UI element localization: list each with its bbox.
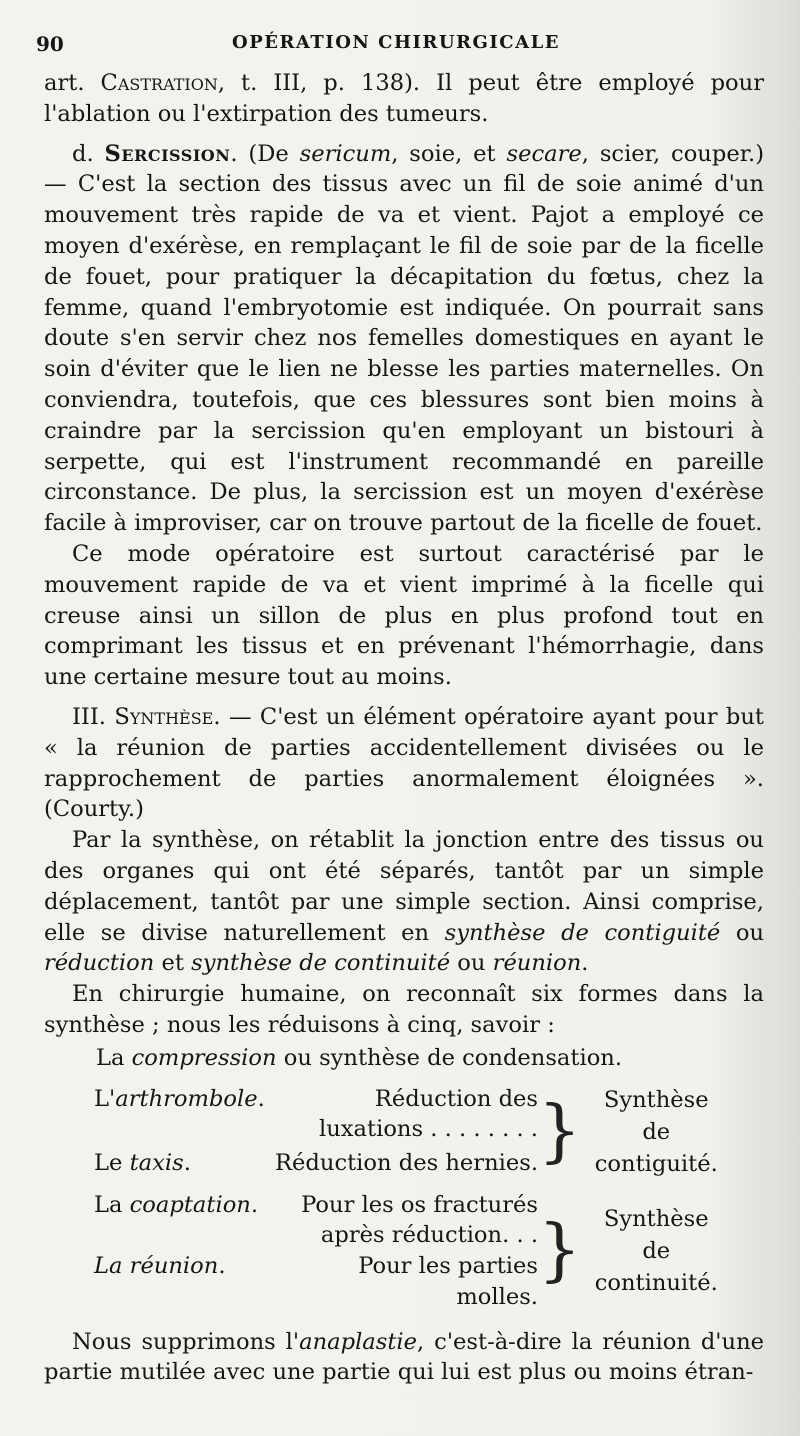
paragraph-mode-operatoire: Ce mode opératoire est surtout caractérisé par le mouvement rapide de va et vient imprimé à la ficelle qui creuse ainsi un sillon de plus en plus profond tout en comprimant les tissus et en prévenant l'hémorrhagie, dans une certaine mesure tout au moins. — [44, 540, 764, 691]
paragraph-anaplastie: Nous supprimons l'anaplastie, c'est-à-dire la réunion d'une partie mutilée avec une partie qui lui est plus ou moins étran- — [44, 1328, 764, 1386]
term-sercission: Sercission — [104, 140, 231, 167]
paragraph-castration-end: art. Castration, t. III, p. 138). Il peut être employé pour l'ablation ou l'extirpation des tumeurs. — [44, 70, 764, 127]
synthesis-forms-list — [44, 1043, 764, 1313]
castration-reference: Castration — [100, 70, 218, 96]
list-item-arthrombole: L'arthrombole. — [94, 1085, 265, 1112]
group-continuite — [94, 1190, 731, 1313]
description-reunion: Pour les parties molles. — [358, 1253, 538, 1310]
page-header — [36, 32, 756, 66]
list-item-coaptation: La coaptation. — [94, 1191, 259, 1218]
paragraph-sercission: d. Sercission. (De sericum, soie, et secare, scier, couper.) — C'est la section des tissus avec un fil de soie animé d'un mouvement très rapide de va et vient. Pajot a employé ce moyen d'exérèse, en remplaçant le fil de soie par de la ficelle de fouet, pour pratiquer la décapitation du fœtus, chez la femme, quand l'embryotomie est indiquée. On pourrait sans doute s'en servir chez nos femelles domestiques en ayant le soin d'éviter que le lien ne blesse les parties maternelles. On conviendra, toutefois, que ces blessures sont bien moins à craindre par la sercission qu'en employant un bistouri à serpette, qui est l'instrument recommandé en pareille circonstance. De plus, la sercission est un moyen d'exérèse facile à improviser, car on trouve partout de la ficelle de fouet. — [44, 140, 765, 537]
description-coaptation: Pour les os fracturés après réduction. . . — [301, 1191, 538, 1249]
category-continuite: Synthèse de continuité. — [594, 1206, 718, 1297]
page-number: 90 — [36, 32, 64, 56]
paragraph-jonction: Par la synthèse, on rétablit la jonction entre des tissus ou des organes qui ont été séparés, tantôt par un simple déplacement, tantôt par une simple section. Ainsi comprise, elle se divise naturellement en synthèse de contiguité ou réduction et synthèse de continuité ou réunion. — [44, 827, 764, 977]
list-item-taxis: Le taxis. — [94, 1149, 191, 1176]
category-contiguite: Synthèse de contiguité. — [594, 1086, 718, 1177]
description-arthrombole: Réduction des luxations . . . . . . . . — [319, 1085, 538, 1143]
page-body — [44, 68, 764, 1388]
right-brace: } — [538, 1091, 582, 1171]
running-title: OPÉRATION CHIRURGICALE — [232, 32, 560, 53]
group-contiguite — [94, 1084, 731, 1180]
paragraph-six-formes: En chirurgie humaine, on reconnaît six formes dans la synthèse ; nous les réduisons à cinq, savoir : — [44, 981, 764, 1038]
right-brace: } — [538, 1211, 582, 1291]
list-item-compression: La compression ou synthèse de condensation. — [96, 1044, 623, 1071]
paragraph-synthese: III. Synthèse. — C'est un élément opératoire ayant pour but « la réunion de parties accidentellement divisées ou le rapprochement de parties anormalement éloignées ». (Courty.) — [44, 703, 764, 823]
section-title-synthese: Synthèse — [114, 703, 214, 730]
description-taxis: Réduction des hernies. — [275, 1149, 538, 1176]
list-item-reunion: La réunion. — [94, 1253, 226, 1280]
